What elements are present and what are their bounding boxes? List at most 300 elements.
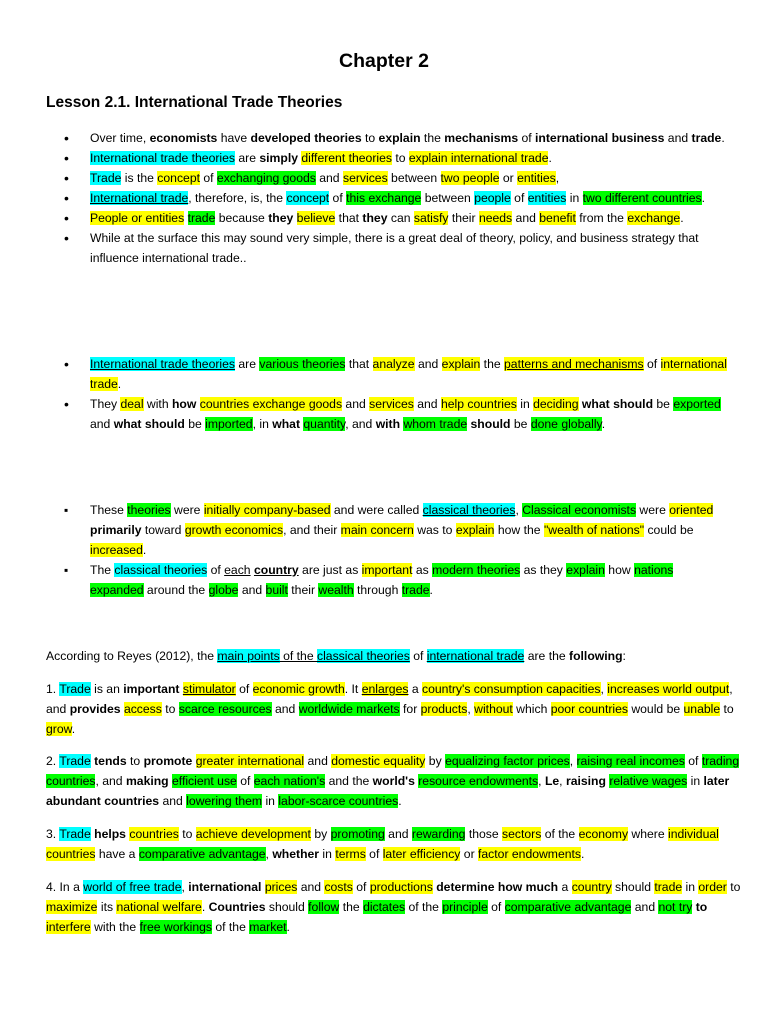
highlighted-term: imported [205,417,253,431]
highlighted-term: each nation's [253,774,326,788]
text-run: developed theories [250,131,362,145]
text-run: as they [520,563,567,577]
highlighted-term: explain international trade [408,151,549,165]
highlighted-term: done globally [530,417,602,431]
list-item [0,394,768,434]
highlighted-term: promoting [330,827,385,841]
text-run: to [126,754,144,768]
text-run: . [701,191,706,205]
text-run: a [408,682,423,696]
text-run: These [90,503,128,517]
text-run: would be [627,702,684,716]
text-run: with [375,417,401,431]
text-run: raising [565,774,606,788]
list-item [0,168,768,188]
text-run: of the [541,827,579,841]
list-item [0,128,768,148]
highlighted-term: benefit [539,211,576,225]
text-run: in [682,880,699,894]
point-paragraph-1 [46,679,742,739]
highlighted-term: Trade [59,827,91,841]
text-run: of [643,357,661,371]
highlighted-term: worldwide markets [298,702,400,716]
text-run: . [721,131,725,145]
highlighted-term: sectors [502,827,542,841]
chapter-title: Chapter 2 [339,50,429,72]
highlighted-term: access [123,702,162,716]
highlighted-term: enlarges [361,682,409,696]
highlighted-term: trading countries [46,754,740,788]
text-run: between [387,171,441,185]
text-run: . [117,377,122,391]
highlighted-term: explain [566,563,605,577]
text-run: which [512,702,551,716]
text-run: , therefore, is, the [188,191,287,205]
text-run: with [143,397,172,411]
text-run: , [559,774,566,788]
text-run: . [398,794,402,808]
text-run: and [271,702,299,716]
text-run: tends [94,754,127,768]
text-run: While at the surface this may sound very simple, there is a great deal of theory, policy, and business strategy that influence international trade.. [90,231,699,265]
highlighted-term: services [342,171,388,185]
highlighted-term: exchanging goods [216,171,316,185]
text-run: and [238,583,266,597]
highlighted-term: costs [324,880,353,894]
highlighted-term: without [474,702,513,716]
text-run: and [384,827,412,841]
text-run: was to [413,523,456,537]
highlighted-term: international trade [426,649,525,663]
list-item [0,560,768,600]
text-run: in [566,191,583,205]
text-run: helps [94,827,126,841]
point-paragraph-2 [46,751,742,811]
text-run: in [262,794,279,808]
text-run: that [345,357,373,371]
highlighted-term: globe [208,583,239,597]
text-run: and [315,171,343,185]
highlighted-term: wealth [318,583,354,597]
list-item [0,500,768,560]
highlighted-term: trade [401,583,430,597]
highlighted-term: dictates [363,900,406,914]
highlighted-term: initially company-based [203,503,331,517]
text-run: , [600,682,608,696]
highlighted-term: explain [455,523,495,537]
highlighted-term: terms [335,847,366,861]
text-run: have [217,131,251,145]
text-run: 3. [46,827,60,841]
text-run: how the [494,523,544,537]
point-paragraph-4 [46,877,742,937]
highlighted-term: classical theories [114,563,208,577]
text-run: should [470,417,511,431]
text-run: mechanisms [444,131,519,145]
text-run: is the [121,171,158,185]
highlighted-term: interfere [46,920,91,934]
text-run: to [720,702,734,716]
text-run: its [97,900,117,914]
highlighted-term: efficient use [172,774,237,788]
text-run: are the [524,649,570,663]
text-run: in [516,397,534,411]
highlighted-term: market [249,920,287,934]
highlighted-term: nations expanded [90,563,674,597]
text-run: be [510,417,531,431]
list-item [0,354,768,394]
text-run: the [480,357,505,371]
highlighted-term: equalizing factor prices [445,754,570,768]
highlighted-term: two different countries [582,191,702,205]
text-run: in [687,774,704,788]
text-run: were [170,503,204,517]
text-run: and [297,880,325,894]
text-run: how [604,563,635,577]
text-run: world's [372,774,415,788]
text-run: by [310,827,331,841]
highlighted-term: various theories [259,357,346,371]
text-run: . It [344,682,362,696]
text-run: explain [378,131,421,145]
text-run: 4. In a [46,880,84,894]
highlighted-term: Trade [90,171,122,185]
text-run: , and their [283,523,341,537]
text-run: and [304,754,332,768]
text-run: have a [95,847,139,861]
text-run: or [499,171,518,185]
text-run: to [695,900,708,914]
highlighted-term: classical theories [422,503,516,517]
highlighted-term: modern theories [432,563,521,577]
text-run: and [512,211,540,225]
text-run: , [265,847,273,861]
text-run: . [601,417,606,431]
highlighted-term: increases world output [607,682,730,696]
highlighted-term: entities [527,191,567,205]
text-run: trade [691,131,722,145]
highlighted-term: country [571,880,612,894]
highlighted-term: deciding [533,397,579,411]
text-run: is an [90,682,124,696]
highlighted-term: domestic equality [331,754,426,768]
text-run: to [178,827,196,841]
text-run: what should [113,417,185,431]
text-run: of the [279,649,317,663]
highlighted-term: later efficiency [382,847,461,861]
text-run: for [399,702,421,716]
highlighted-term: not try [658,900,693,914]
text-run: simply [259,151,299,165]
highlighted-term: Classical economists [522,503,637,517]
highlighted-term: achieve development [195,827,311,841]
text-run: , and [345,417,376,431]
text-run: around the [143,583,209,597]
text-run: , and [95,774,126,788]
highlighted-term: Trade [59,754,91,768]
highlighted-term: oriented [669,503,714,517]
text-run: of [207,563,225,577]
highlighted-term: unable [683,702,721,716]
text-run: . [548,151,552,165]
text-run: how [171,397,197,411]
text-run: , [515,503,523,517]
text-run: of [510,191,528,205]
highlighted-term: entities [517,171,556,185]
text-run: the [420,131,445,145]
lesson-title: Lesson 2.1. International Trade Theories [46,94,343,111]
text-run: the [339,900,364,914]
highlighted-term: lowering them [186,794,263,808]
highlighted-term: trade [187,211,216,225]
text-run: to [391,151,409,165]
text-run: in [319,847,336,861]
point-paragraph-3 [46,824,742,864]
text-run: of [329,191,347,205]
highlighted-term: scarce resources [178,702,272,716]
text-run: and [413,397,441,411]
text-run: that [335,211,363,225]
text-run: of [518,131,536,145]
highlighted-term: two people [440,171,500,185]
text-run: be [653,397,674,411]
text-run: should [265,900,309,914]
highlighted-term: trade [654,880,683,894]
text-run: following [569,649,623,663]
text-run: as [412,563,433,577]
text-run: later abundant countries [46,774,730,808]
text-run: of the [211,920,250,934]
text-run: , [569,754,577,768]
highlighted-term: exchange [627,211,681,225]
highlighted-term: concept [286,191,330,205]
text-run: primarily [90,523,142,537]
text-run: or [460,847,479,861]
highlighted-term: built [265,583,288,597]
highlighted-term: raising real incomes [576,754,685,768]
text-run: . [71,722,76,736]
text-run: , [467,702,475,716]
text-run: . [201,900,209,914]
text-run: They [90,397,121,411]
highlighted-term: this exchange [346,191,422,205]
highlighted-term: main concern [340,523,414,537]
highlighted-term: factor endowments [478,847,581,861]
text-run: to [726,880,741,894]
text-run: Over time, [90,131,150,145]
highlighted-term: products [420,702,468,716]
text-run: were [636,503,670,517]
text-run: between [421,191,475,205]
text-run: and [90,417,114,431]
text-run: , [555,171,560,185]
highlighted-term: increased [90,543,143,557]
highlighted-term: patterns and mechanisms [504,357,644,371]
highlighted-term: free workings [139,920,212,934]
highlighted-term: help countries [440,397,517,411]
intro-paragraph [46,646,742,666]
text-run: they [362,211,388,225]
text-run: of [487,900,505,914]
text-run: determine how much [436,880,559,894]
text-run: can [387,211,414,225]
text-run: The [90,563,115,577]
highlighted-term: People or entities [90,211,185,225]
highlighted-term: comparative advantage [138,847,266,861]
list-item [0,208,768,228]
highlighted-term: economic growth [252,682,345,696]
text-run: be [184,417,206,431]
text-run: , in [252,417,273,431]
highlighted-term: International trade theories [90,151,235,165]
text-run: . [680,211,684,225]
text-run: through [353,583,402,597]
highlighted-term: stimulator [182,682,236,696]
text-run: Countries [208,900,266,914]
bullet-list-theories [0,354,768,434]
text-run: are [235,357,260,371]
text-run: . [429,583,433,597]
text-run: should [611,880,655,894]
highlighted-term: believe [296,211,336,225]
text-run: to [361,131,379,145]
highlighted-term: labor-scarce countries [278,794,399,808]
text-run: of the [405,900,443,914]
highlighted-term: maximize [46,900,98,914]
highlighted-term: countries exchange goods [199,397,343,411]
list-item [0,188,768,208]
text-run: country [253,563,299,577]
text-run: to [161,702,179,716]
text-run: . [142,543,147,557]
highlighted-term: rewarding [411,827,466,841]
text-run: those [465,827,503,841]
highlighted-term: important [361,563,413,577]
text-run: and [342,397,370,411]
highlighted-term: main points [217,649,280,663]
highlighted-term: principle [442,900,488,914]
text-run: of [236,774,254,788]
text-run: what [272,417,301,431]
highlighted-term: resource endowments [418,774,539,788]
text-run: important [123,682,180,696]
text-run: their [448,211,479,225]
text-run: provides [69,702,121,716]
text-run: of [235,682,253,696]
text-run: , and [46,682,733,716]
highlighted-term: services [369,397,414,411]
text-run: and the [325,774,373,788]
highlighted-term: concept [157,171,200,185]
text-run: what should [581,397,654,411]
highlighted-term: growth economics [184,523,284,537]
highlighted-term: world of free trade [83,880,182,894]
text-run: each [224,563,251,577]
text-run: of [199,171,217,185]
text-run: . [286,920,290,934]
highlighted-term: individual countries [46,827,719,861]
bullet-list-classical [0,500,768,600]
highlighted-term: deal [120,397,144,411]
highlighted-term: poor countries [550,702,628,716]
text-run: international [188,880,262,894]
highlighted-term: International trade [90,191,189,205]
text-run: of [365,847,383,861]
list-item [0,148,768,168]
highlighted-term: explain [441,357,481,371]
text-run: and were called [330,503,423,517]
text-run: 1. [46,682,60,696]
highlighted-term: different theories [301,151,392,165]
highlighted-term: relative wages [609,774,688,788]
highlighted-term: whom trade [403,417,468,431]
highlighted-term: country's consumption capacities [422,682,601,696]
text-run: are [235,151,260,165]
text-run: economists [149,131,218,145]
text-run: Le [544,774,560,788]
text-run: and [631,900,659,914]
text-run: because [215,211,269,225]
text-run: their [287,583,319,597]
text-run: of [409,649,427,663]
highlighted-term: theories [127,503,171,517]
highlighted-term: greater international [195,754,305,768]
text-run: they [268,211,294,225]
highlighted-term: order [698,880,727,894]
text-run: with the [90,920,140,934]
text-run: could be [644,523,694,537]
highlighted-term: prices [264,880,298,894]
highlighted-term: people [474,191,511,205]
highlighted-term: analyze [372,357,415,371]
highlighted-term: Trade [59,682,91,696]
text-run: and [664,131,692,145]
highlighted-term: comparative advantage [504,900,632,914]
text-run: and [159,794,187,808]
text-run: of [352,880,370,894]
text-run: of [684,754,702,768]
highlighted-term: needs [478,211,513,225]
text-run: , [538,774,545,788]
highlighted-term: international trade [90,357,727,391]
highlighted-term: grow [46,722,72,736]
highlighted-term: countries [129,827,179,841]
highlighted-term: productions [369,880,433,894]
text-run: toward [141,523,185,537]
list-item [0,228,768,268]
highlighted-term: satisfy [413,211,449,225]
text-run: and [414,357,442,371]
text-run: . [581,847,585,861]
highlighted-term: follow [308,900,340,914]
highlighted-term: classical theories [317,649,410,663]
highlighted-term: exported [673,397,721,411]
text-run: promote [143,754,193,768]
text-run: making [125,774,169,788]
text-run: whether [272,847,320,861]
text-run: are just as [298,563,362,577]
text-run: from the [575,211,628,225]
text-run: : [622,649,626,663]
highlighted-term: national welfare [116,900,202,914]
text-run: , [181,880,189,894]
text-run: a [558,880,572,894]
text-run: where [628,827,669,841]
text-run: 2. [46,754,60,768]
highlighted-term: economy [578,827,629,841]
highlighted-term: quantity [303,417,346,431]
highlighted-term: International trade theories [90,357,235,371]
